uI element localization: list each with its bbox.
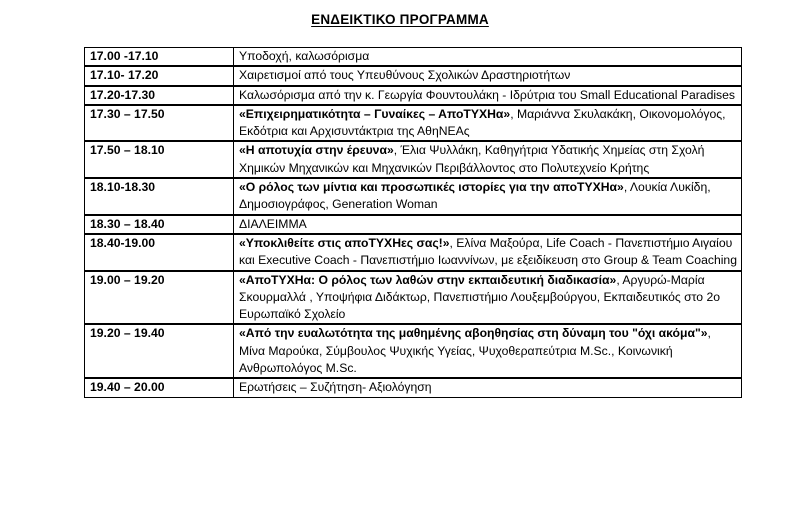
talk-details: Χαιρετισμοί από τους Υπευθύνους Σχολικών Δραστηριοτήτων <box>239 68 571 83</box>
talk-title: «Ο ρόλος των μίντια και προσωπικές ιστορίες για την αποΤΥΧΗα» <box>239 180 624 195</box>
time-cell: 19.20 – 19.40 <box>85 324 234 378</box>
description-cell <box>234 178 742 215</box>
talk-details: , Λουκία Λυκίδη, Δημοσιογράφος, Generation Woman <box>239 180 711 212</box>
talk-details: , Μαριάννα Σκυλακάκη, Οικονομολόγος, Εκδότρια και Αρχισυντάκτρια της ΑθηΝΕΑς <box>239 106 726 139</box>
time-cell: 17.30 – 17.50 <box>85 105 234 142</box>
description-cell <box>234 215 742 234</box>
description-cell <box>234 105 742 142</box>
description-cell <box>234 324 742 378</box>
table-row <box>85 178 742 215</box>
talk-title: «Η αποτυχία στην έρευνα» <box>239 143 394 158</box>
talk-details: , Έλια Ψυλλάκη, Καθηγήτρια Υδατικής Χημείας στη Σχολή Χημικών Μηχανικών και Μηχανικών Περιβάλλοντος στο Πολυτεχνείο Κρήτης <box>239 143 705 175</box>
table-row <box>85 86 742 105</box>
table-row <box>85 271 742 325</box>
table-row <box>85 234 742 271</box>
talk-details: Ερωτήσεις – Συζήτηση- Αξιολόγηση <box>239 380 432 395</box>
time-cell: 17.00 -17.10 <box>85 48 234 67</box>
talk-title: «ΑποΤΥΧΗα: Ο ρόλος των λαθών στην εκπαιδευτική διαδικασία» <box>239 272 617 287</box>
talk-title: «Υποκλιθείτε στις αποΤΥΧΗες σας!» <box>239 235 450 250</box>
time-cell: 18.30 – 18.40 <box>85 215 234 234</box>
description-cell <box>234 86 742 105</box>
description-cell <box>234 271 742 325</box>
schedule-table <box>84 47 742 398</box>
time-cell: 17.10- 17.20 <box>85 66 234 85</box>
time-cell: 17.20-17.30 <box>85 86 234 105</box>
time-cell: 19.00 – 19.20 <box>85 271 234 325</box>
time-cell: 18.10-18.30 <box>85 178 234 215</box>
page-title-text: ΕΝΔΕΙΚΤΙΚΟ ΠΡΟΓΡΑΜΜΑ <box>311 12 489 27</box>
page-title <box>0 12 800 27</box>
description-cell <box>234 48 742 67</box>
talk-details: , Μίνα Μαρούκα, Σύμβουλος Ψυχικής Υγείας, Ψυχοθεραπεύτρια M.Sc., Κοινωνική Ανθρωπολόγος M.Sc. <box>239 326 711 376</box>
description-cell <box>234 378 742 397</box>
table-row <box>85 48 742 67</box>
talk-title: «Επιχειρηματικότητα – Γυναίκες – ΑποΤΥΧΗα» <box>239 106 511 121</box>
table-row <box>85 105 742 142</box>
talk-details: ΔΙΑΛΕΙΜΜΑ <box>239 216 307 231</box>
talk-details: Καλωσόρισμα από την κ. Γεωργία Φουντουλάκη - Ιδρύτρια του Small Educational Paradises <box>239 87 736 102</box>
table-row <box>85 215 742 234</box>
table-row <box>85 141 742 178</box>
time-cell: 17.50 – 18.10 <box>85 141 234 178</box>
talk-details: , Αργυρώ-Μαρία Σκουρμαλλά , Υποψήφια Διδάκτωρ, Πανεπιστήμιο Λουξεμβούργου, Εκπαιδευτικός στο 2ο Ευρωπαϊκό Σχολείο <box>239 272 721 322</box>
time-cell: 18.40-19.00 <box>85 234 234 271</box>
table-row <box>85 66 742 85</box>
talk-details: , Ελίνα Μαξούρα, Life Coach - Πανεπιστήμιο Αιγαίου και Executive Coach - Πανεπιστήμιο Ιωαννίνων, με εξειδίκευση στο Group & Team Coaching <box>239 235 737 268</box>
table-row <box>85 378 742 397</box>
talk-title: «Από την ευαλωτότητα της μαθημένης αβοηθησίας στη δύναμη του "όχι ακόμα"» <box>239 326 708 341</box>
talk-details: Υποδοχή, καλωσόρισμα <box>239 49 370 63</box>
description-cell <box>234 234 742 271</box>
table-row <box>85 324 742 378</box>
description-cell <box>234 66 742 85</box>
time-cell: 19.40 – 20.00 <box>85 378 234 397</box>
description-cell <box>234 141 742 178</box>
